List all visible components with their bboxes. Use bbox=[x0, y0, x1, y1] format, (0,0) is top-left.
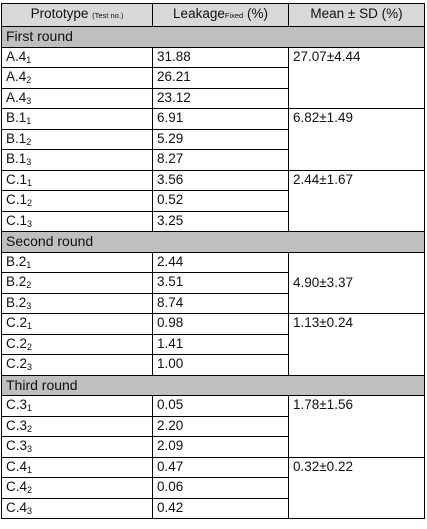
test-number: 2 bbox=[26, 136, 32, 147]
test-number: 3 bbox=[27, 218, 33, 229]
table-row bbox=[2, 47, 425, 68]
header-leakage-subscript: Fixed bbox=[224, 11, 244, 20]
prototype-cell bbox=[2, 252, 153, 273]
mean-sd-value: 2.44±1.67 bbox=[289, 170, 425, 232]
table-row bbox=[2, 170, 425, 191]
leakage-value: 26.21 bbox=[153, 68, 289, 89]
leakage-value: 0.42 bbox=[153, 498, 289, 519]
leakage-value: 0.05 bbox=[153, 396, 289, 417]
table-row bbox=[2, 252, 425, 273]
table-body bbox=[2, 27, 425, 519]
prototype-name: B.1 bbox=[6, 151, 27, 166]
prototype-name: A.4 bbox=[6, 48, 27, 64]
prototype-name: C.1 bbox=[6, 171, 28, 187]
prototype-cell bbox=[2, 211, 153, 232]
test-number: 2 bbox=[27, 423, 33, 434]
leakage-value: 0.52 bbox=[153, 191, 289, 212]
table-row bbox=[2, 396, 425, 417]
mean-sd-value: 0.32±0.22 bbox=[289, 457, 425, 519]
leakage-value: 2.20 bbox=[153, 416, 289, 437]
test-number: 2 bbox=[26, 280, 32, 290]
test-number: 3 bbox=[27, 444, 33, 454]
prototype-cell bbox=[2, 396, 153, 417]
mean-sd-value: 4.90±3.37 bbox=[289, 252, 425, 314]
prototype-name: B.1 bbox=[6, 130, 27, 146]
test-number: 3 bbox=[26, 300, 32, 311]
test-number: 2 bbox=[27, 341, 33, 352]
prototype-name: C.2 bbox=[6, 356, 28, 371]
leakage-value: 0.47 bbox=[153, 457, 289, 478]
leakage-table bbox=[1, 3, 425, 519]
prototype-cell bbox=[2, 355, 153, 376]
prototype-cell bbox=[2, 293, 153, 314]
test-number: 3 bbox=[26, 95, 32, 106]
header-prototype-label: Prototype bbox=[30, 6, 89, 21]
test-number: 1 bbox=[27, 321, 33, 331]
test-number: 1 bbox=[26, 54, 32, 65]
header-mean-sd-label: Mean ± SD (%) bbox=[310, 6, 403, 21]
mean-sd-value: 1.13±0.24 bbox=[289, 314, 425, 376]
section-row-third-round bbox=[2, 375, 425, 396]
header-leakage-label: Leakage bbox=[173, 6, 225, 21]
leakage-value: 1.00 bbox=[153, 355, 289, 376]
prototype-cell bbox=[2, 47, 153, 68]
section-row-second-round bbox=[2, 232, 425, 253]
prototype-name: C.3 bbox=[6, 438, 28, 453]
mean-sd-value: 27.07±4.44 bbox=[289, 47, 425, 109]
test-number: 2 bbox=[27, 198, 33, 208]
leakage-value: 23.12 bbox=[153, 88, 289, 109]
table-row bbox=[2, 109, 425, 130]
prototype-name: B.2 bbox=[6, 294, 27, 310]
leakage-value: 0.06 bbox=[153, 478, 289, 499]
header-mean-sd bbox=[289, 4, 425, 27]
prototype-cell bbox=[2, 68, 153, 89]
prototype-cell bbox=[2, 478, 153, 499]
leakage-value: 2.09 bbox=[153, 437, 289, 458]
prototype-name: B.2 bbox=[6, 274, 27, 289]
test-number: 3 bbox=[27, 505, 33, 516]
test-number: 1 bbox=[27, 403, 33, 413]
prototype-name: C.1 bbox=[6, 192, 28, 207]
prototype-cell bbox=[2, 150, 153, 171]
prototype-cell bbox=[2, 170, 153, 191]
prototype-cell bbox=[2, 129, 153, 150]
prototype-name: C.4 bbox=[6, 458, 28, 474]
mean-sd-value: 1.78±1.56 bbox=[289, 396, 425, 458]
leakage-value: 3.56 bbox=[153, 170, 289, 191]
leakage-value: 31.88 bbox=[153, 47, 289, 68]
table-row bbox=[2, 314, 425, 335]
prototype-cell bbox=[2, 88, 153, 109]
prototype-cell bbox=[2, 457, 153, 478]
test-number: 1 bbox=[27, 177, 33, 188]
leakage-value: 3.25 bbox=[153, 211, 289, 232]
prototype-cell bbox=[2, 416, 153, 437]
header-leakage-unit: (%) bbox=[243, 6, 268, 21]
test-number: 1 bbox=[26, 259, 32, 270]
prototype-cell bbox=[2, 334, 153, 355]
prototype-name: C.2 bbox=[6, 335, 28, 351]
prototype-name: C.3 bbox=[6, 397, 28, 412]
leakage-table-container bbox=[1, 3, 424, 519]
test-number: 3 bbox=[26, 157, 32, 167]
mean-sd-value: 6.82±1.49 bbox=[289, 109, 425, 171]
prototype-name: B.2 bbox=[6, 253, 27, 269]
test-number: 1 bbox=[26, 116, 32, 126]
prototype-name: A.4 bbox=[6, 89, 27, 105]
leakage-value: 5.29 bbox=[153, 129, 289, 150]
prototype-name: C.1 bbox=[6, 212, 28, 228]
leakage-value: 0.98 bbox=[153, 314, 289, 335]
prototype-name: A.4 bbox=[6, 69, 27, 84]
leakage-value: 6.91 bbox=[153, 109, 289, 130]
prototype-cell bbox=[2, 109, 153, 130]
prototype-cell bbox=[2, 498, 153, 519]
section-title: First round bbox=[2, 27, 425, 48]
table-header bbox=[2, 4, 425, 27]
prototype-name: C.2 bbox=[6, 315, 28, 330]
prototype-cell bbox=[2, 191, 153, 212]
prototype-name: C.4 bbox=[6, 499, 28, 515]
prototype-cell bbox=[2, 437, 153, 458]
prototype-name: B.1 bbox=[6, 110, 27, 125]
test-number: 2 bbox=[27, 485, 33, 495]
test-number: 3 bbox=[27, 362, 33, 372]
test-number: 2 bbox=[26, 75, 32, 85]
leakage-value: 2.44 bbox=[153, 252, 289, 273]
prototype-cell bbox=[2, 314, 153, 335]
prototype-name: C.4 bbox=[6, 479, 28, 494]
leakage-value: 8.27 bbox=[153, 150, 289, 171]
section-row-first-round bbox=[2, 27, 425, 48]
header-prototype-note: (Test no.) bbox=[92, 11, 124, 20]
test-number: 1 bbox=[27, 464, 33, 475]
header-row bbox=[2, 4, 425, 27]
section-title: Third round bbox=[2, 375, 425, 396]
leakage-value: 1.41 bbox=[153, 334, 289, 355]
section-title: Second round bbox=[2, 232, 425, 253]
table-row bbox=[2, 457, 425, 478]
header-prototype bbox=[2, 4, 153, 27]
leakage-value: 3.51 bbox=[153, 273, 289, 294]
prototype-cell bbox=[2, 273, 153, 294]
leakage-value: 8.74 bbox=[153, 293, 289, 314]
prototype-name: C.3 bbox=[6, 417, 28, 433]
header-leakage bbox=[153, 4, 289, 27]
